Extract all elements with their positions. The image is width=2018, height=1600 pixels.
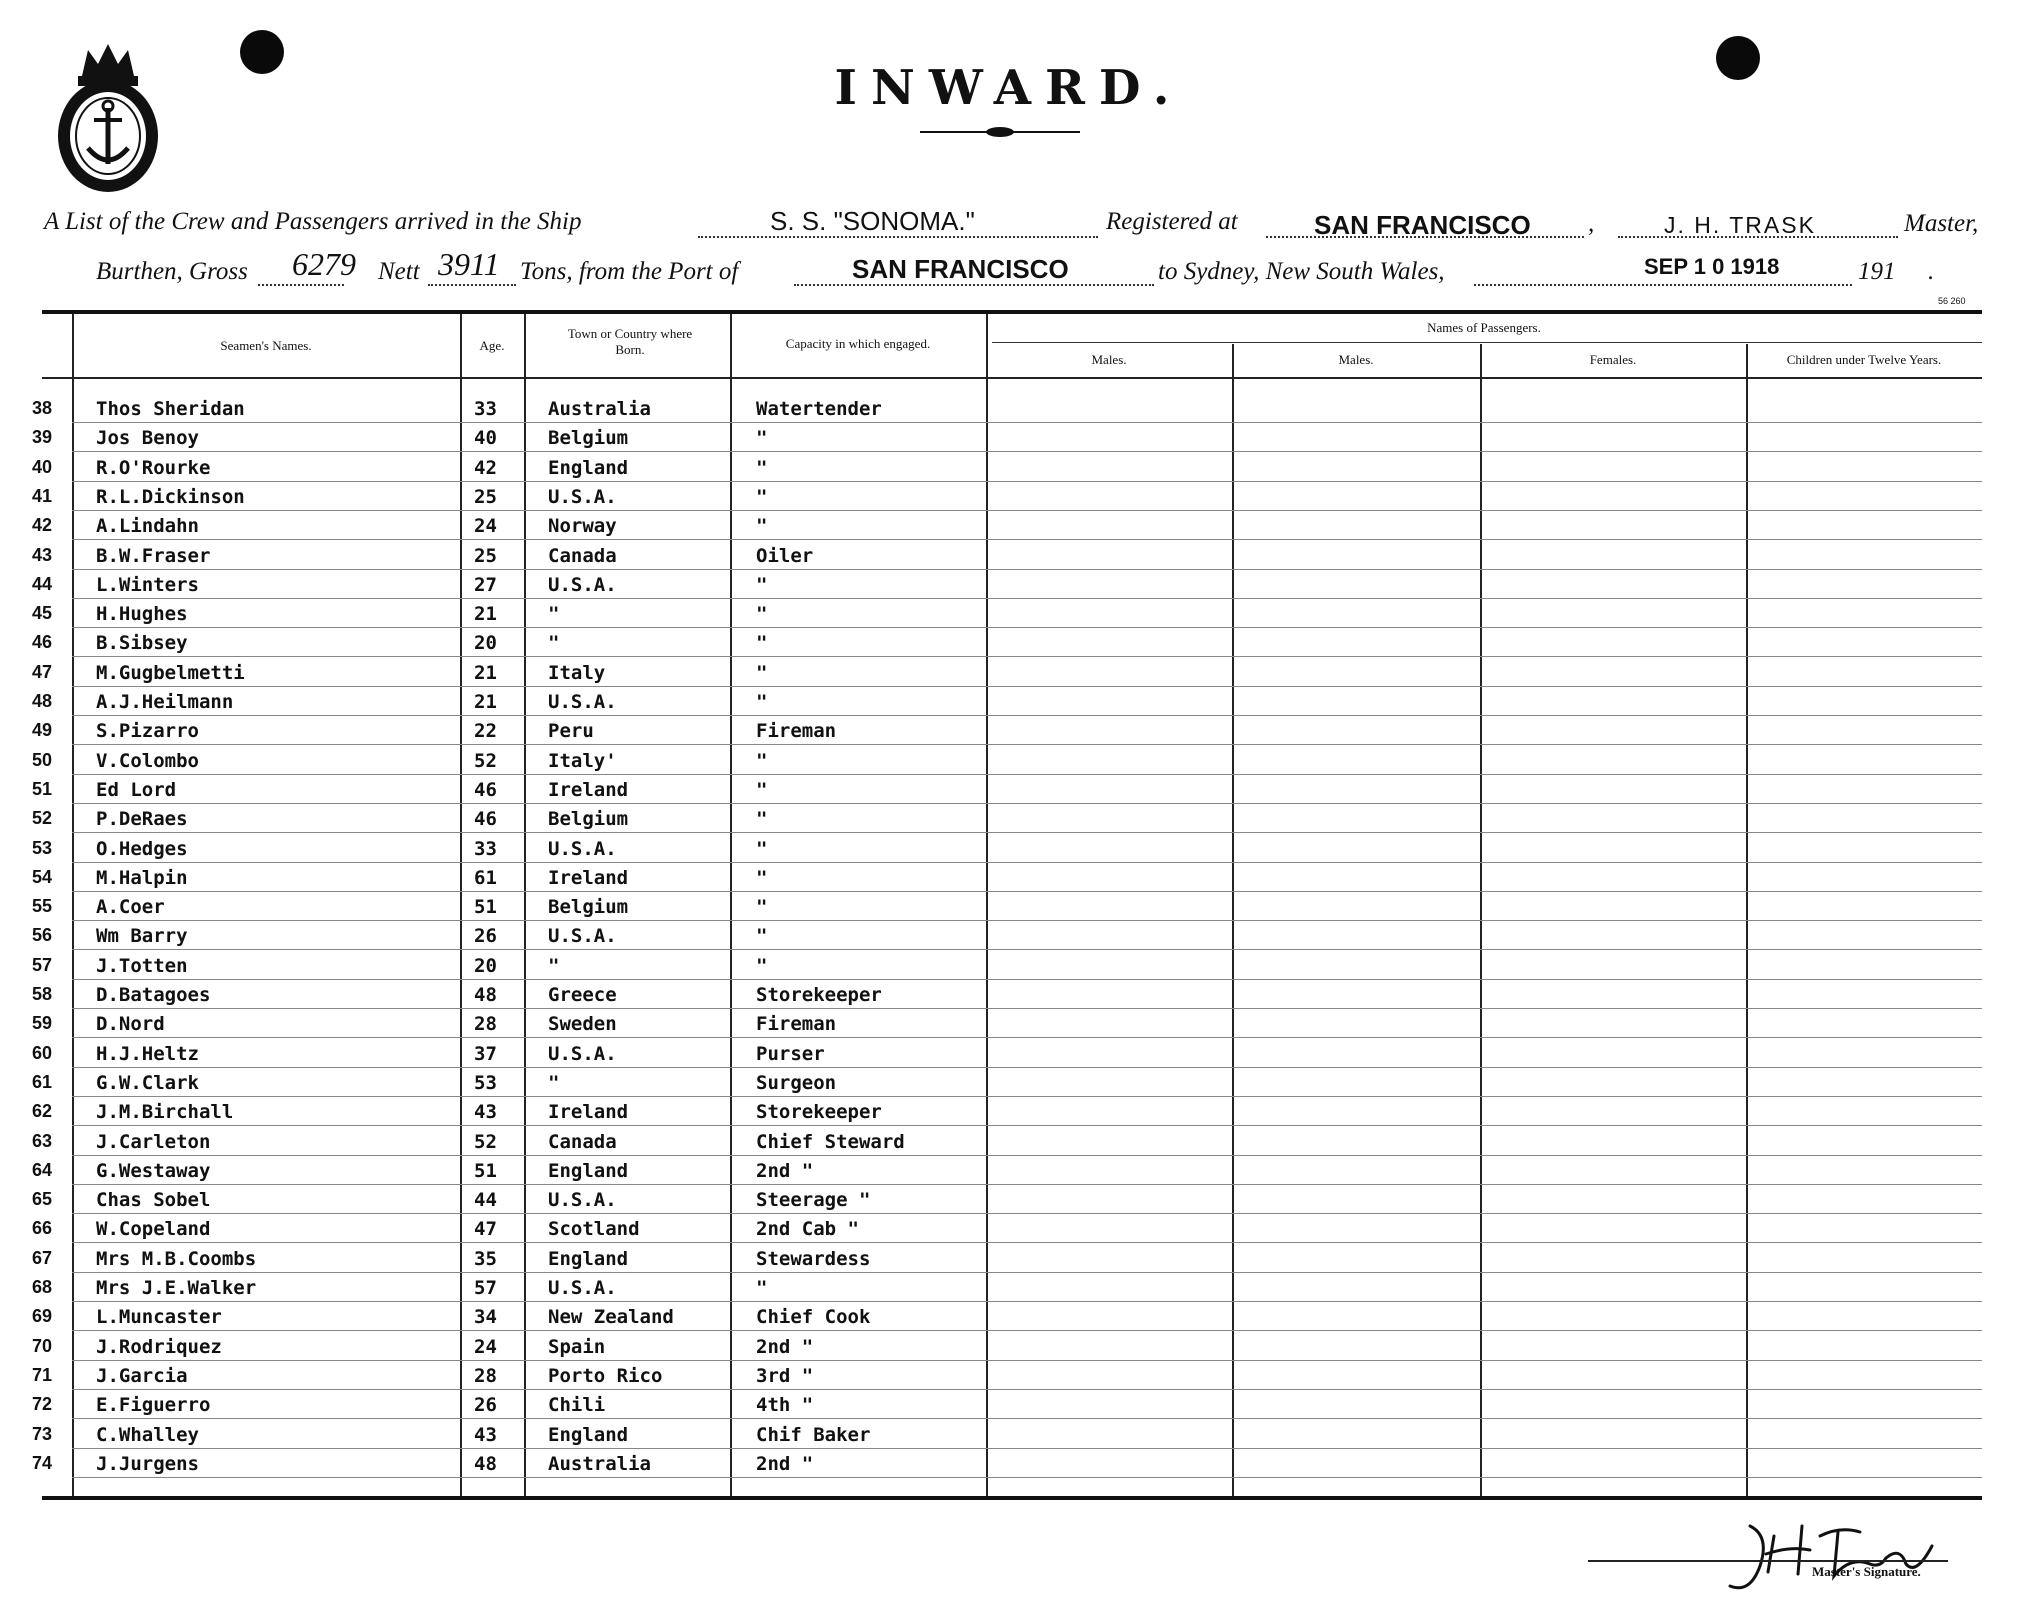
- birthplace: England: [548, 1248, 629, 1270]
- table-row: [0, 1187, 2018, 1216]
- seaman-name: A.Coer: [96, 896, 165, 918]
- table-row: [0, 1129, 2018, 1158]
- capacity: 2nd Cab ": [756, 1218, 859, 1240]
- seaman-name: Mrs M.B.Coombs: [96, 1248, 257, 1270]
- seaman-name: Mrs J.E.Walker: [96, 1277, 257, 1299]
- table-row: [0, 1334, 2018, 1363]
- capacity: Surgeon: [756, 1072, 837, 1094]
- seaman-name: O.Hedges: [96, 838, 188, 860]
- capacity: ": [756, 925, 768, 947]
- capacity: ": [756, 457, 768, 479]
- row-number: 73: [32, 1424, 53, 1444]
- nett-label: Nett: [378, 258, 420, 285]
- seaman-age: 28: [474, 1013, 497, 1035]
- birthplace: England: [548, 1160, 629, 1182]
- birthplace: Canada: [548, 1131, 617, 1153]
- row-number: 71: [32, 1365, 53, 1385]
- seaman-age: 26: [474, 925, 497, 947]
- birthplace: Spain: [548, 1336, 606, 1358]
- birthplace: Italy: [548, 662, 606, 684]
- seaman-age: 42: [474, 457, 497, 479]
- capacity: Chif Baker: [756, 1424, 871, 1446]
- capacity: ": [756, 603, 768, 625]
- table-row: [0, 1158, 2018, 1187]
- seaman-name: Wm Barry: [96, 925, 188, 947]
- seaman-age: 51: [474, 1160, 497, 1182]
- seaman-age: 53: [474, 1072, 497, 1094]
- seaman-age: 46: [474, 808, 497, 830]
- column-header-names: Seamen's Names.: [220, 338, 312, 353]
- seaman-age: 25: [474, 486, 497, 508]
- row-number: 67: [32, 1248, 53, 1268]
- capacity: ": [756, 808, 768, 830]
- signature-caption: Master's Signature.: [1812, 1564, 1921, 1579]
- seaman-age: 24: [474, 515, 497, 537]
- row-number: 44: [32, 574, 53, 594]
- year-period: .: [1928, 258, 1935, 285]
- capacity: ": [756, 955, 768, 977]
- table-row: [0, 865, 2018, 894]
- capacity: ": [756, 750, 768, 772]
- capacity: ": [756, 515, 768, 537]
- seaman-age: 21: [474, 662, 497, 684]
- seaman-name: G.Westaway: [96, 1160, 211, 1182]
- list-intro-label: A List of the Crew and Passengers arrived in the Ship: [44, 208, 582, 235]
- signature-line: [1588, 1560, 1948, 1562]
- seaman-name: J.Jurgens: [96, 1453, 199, 1475]
- seaman-age: 51: [474, 896, 497, 918]
- birthplace: England: [548, 1424, 629, 1446]
- column-header-passengers: Names of Passengers.: [1427, 320, 1541, 335]
- destination-label: to Sydney, New South Wales,: [1158, 258, 1445, 285]
- table-row: [0, 1246, 2018, 1275]
- ship-name: S. S. "SONOMA.": [770, 206, 975, 236]
- form-number: 56 260: [1938, 296, 1966, 306]
- row-number: 49: [32, 720, 53, 740]
- date-line: [1474, 284, 1852, 286]
- capacity: ": [756, 574, 768, 596]
- table-row: [0, 1422, 2018, 1451]
- capacity: ": [756, 427, 768, 449]
- seaman-age: 26: [474, 1394, 497, 1416]
- capacity: ": [756, 632, 768, 654]
- table-row: [0, 572, 2018, 601]
- seaman-name: D.Batagoes: [96, 984, 211, 1006]
- capacity: Storekeeper: [756, 984, 882, 1006]
- seaman-name: S.Pizarro: [96, 720, 199, 742]
- row-number: 38: [32, 398, 53, 418]
- table-row: [0, 630, 2018, 659]
- table-row: [0, 660, 2018, 689]
- row-number: 69: [32, 1306, 53, 1326]
- seaman-age: 21: [474, 603, 497, 625]
- row-number: 62: [32, 1101, 53, 1121]
- seaman-age: 35: [474, 1248, 497, 1270]
- birthplace: ": [548, 632, 560, 654]
- nett-tonnage: 3911: [438, 246, 500, 282]
- table-row: [0, 425, 2018, 454]
- birthplace: Belgium: [548, 896, 629, 918]
- seaman-age: 52: [474, 750, 497, 772]
- row-number: 66: [32, 1218, 53, 1238]
- birthplace: Chili: [548, 1394, 606, 1416]
- birthplace: Belgium: [548, 808, 629, 830]
- seaman-name: R.O'Rourke: [96, 457, 211, 479]
- row-number: 59: [32, 1013, 53, 1033]
- row-number: 48: [32, 691, 53, 711]
- table-row: [0, 601, 2018, 630]
- birthplace: Australia: [548, 1453, 651, 1475]
- master-label: Master,: [1904, 210, 1979, 237]
- seaman-age: 33: [474, 838, 497, 860]
- gross-line: [258, 284, 344, 286]
- birthplace: U.S.A.: [548, 1043, 617, 1065]
- seaman-age: 44: [474, 1189, 497, 1211]
- table-row: [0, 1363, 2018, 1392]
- birthplace: ": [548, 603, 560, 625]
- birthplace: Norway: [548, 515, 617, 537]
- birthplace: U.S.A.: [548, 691, 617, 713]
- table-row: [0, 894, 2018, 923]
- table-row: [0, 689, 2018, 718]
- seaman-name: J.Carleton: [96, 1131, 211, 1153]
- header-rule: [42, 377, 1982, 379]
- seaman-name: A.J.Heilmann: [96, 691, 234, 713]
- row-number: 65: [32, 1189, 53, 1209]
- row-number: 43: [32, 545, 53, 565]
- seaman-name: C.Whalley: [96, 1424, 199, 1446]
- seaman-age: 47: [474, 1218, 497, 1240]
- master-signature-icon: [1710, 1506, 1950, 1596]
- row-number: 63: [32, 1131, 53, 1151]
- seaman-age: 22: [474, 720, 497, 742]
- row-number: 42: [32, 515, 53, 535]
- birthplace: Ireland: [548, 1101, 629, 1123]
- row-number: 51: [32, 779, 53, 799]
- table-row: [0, 806, 2018, 835]
- page-title: INWARD.: [834, 60, 1184, 116]
- column-header-children: Children under Twelve Years.: [1786, 352, 1942, 367]
- birthplace: Belgium: [548, 427, 629, 449]
- seaman-name: Thos Sheridan: [96, 398, 245, 420]
- seaman-name: Ed Lord: [96, 779, 177, 801]
- birthplace: U.S.A.: [548, 1189, 617, 1211]
- seaman-age: 48: [474, 1453, 497, 1475]
- capacity: Storekeeper: [756, 1101, 882, 1123]
- row-number: 60: [32, 1043, 53, 1063]
- table-row: [0, 513, 2018, 542]
- column-header-age: Age.: [479, 338, 505, 353]
- row-number: 54: [32, 867, 53, 887]
- birthplace: Peru: [548, 720, 594, 742]
- row-number: 68: [32, 1277, 53, 1297]
- seaman-age: 61: [474, 867, 497, 889]
- table-row: [0, 455, 2018, 484]
- seaman-name: J.M.Birchall: [96, 1101, 234, 1123]
- seaman-name: J.Totten: [96, 955, 188, 977]
- registered-port: SAN FRANCISCO: [1314, 210, 1531, 240]
- table-row: [0, 953, 2018, 982]
- row-number: 56: [32, 925, 53, 945]
- birthplace: Greece: [548, 984, 617, 1006]
- capacity: ": [756, 691, 768, 713]
- row-number: 61: [32, 1072, 53, 1092]
- capacity: Fireman: [756, 720, 837, 742]
- row-number: 74: [32, 1453, 53, 1473]
- table-row: [0, 777, 2018, 806]
- seaman-name: J.Rodriquez: [96, 1336, 222, 1358]
- table-row: [0, 748, 2018, 777]
- column-header-males-2: Males.: [1338, 352, 1374, 367]
- table-row: [0, 1451, 2018, 1480]
- seaman-age: 21: [474, 691, 497, 713]
- seaman-name: D.Nord: [96, 1013, 165, 1035]
- seaman-age: 27: [474, 574, 497, 596]
- column-header-females: Females.: [1589, 352, 1637, 367]
- seaman-name: R.L.Dickinson: [96, 486, 245, 508]
- capacity: ": [756, 896, 768, 918]
- seaman-age: 48: [474, 984, 497, 1006]
- column-header-town: Town or Country where Born.: [567, 326, 693, 357]
- registered-label: Registered at: [1106, 208, 1238, 235]
- seaman-name: Chas Sobel: [96, 1189, 211, 1211]
- seaman-name: M.Gugbelmetti: [96, 662, 245, 684]
- capacity: Stewardess: [756, 1248, 871, 1270]
- tons-label: Tons, from the Port of: [520, 258, 739, 285]
- seaman-name: W.Copeland: [96, 1218, 211, 1240]
- comma: ,: [1588, 210, 1595, 237]
- capacity: 2nd ": [756, 1453, 814, 1475]
- table-row: [0, 1041, 2018, 1070]
- gross-tonnage: 6279: [292, 246, 356, 282]
- seaman-age: 33: [474, 398, 497, 420]
- seaman-age: 20: [474, 955, 497, 977]
- nett-line: [428, 284, 516, 286]
- seaman-age: 28: [474, 1365, 497, 1387]
- row-number: 53: [32, 838, 53, 858]
- seaman-age: 20: [474, 632, 497, 654]
- birthplace: Porto Rico: [548, 1365, 663, 1387]
- seaman-name: J.Garcia: [96, 1365, 188, 1387]
- birthplace: Canada: [548, 545, 617, 567]
- table-bottom-rule: [42, 1496, 1982, 1500]
- row-number: 46: [32, 632, 53, 652]
- birthplace: U.S.A.: [548, 925, 617, 947]
- capacity: ": [756, 867, 768, 889]
- date-stamp: SEP 1 0 1918: [1644, 254, 1780, 279]
- birthplace: U.S.A.: [548, 486, 617, 508]
- birthplace: Australia: [548, 398, 651, 420]
- seaman-name: L.Winters: [96, 574, 199, 596]
- seaman-name: Jos Benoy: [96, 427, 199, 449]
- capacity: Steerage ": [756, 1189, 871, 1211]
- capacity: Fireman: [756, 1013, 837, 1035]
- seaman-name: M.Halpin: [96, 867, 188, 889]
- row-number: 52: [32, 808, 53, 828]
- capacity: Chief Steward: [756, 1131, 905, 1153]
- capacity: 2nd ": [756, 1160, 814, 1182]
- seaman-name: L.Muncaster: [96, 1306, 222, 1328]
- birthplace: Scotland: [548, 1218, 640, 1240]
- table-row: [0, 718, 2018, 747]
- table-row: [0, 1304, 2018, 1333]
- row-number: 57: [32, 955, 53, 975]
- capacity: Purser: [756, 1043, 825, 1065]
- seaman-name: P.DeRaes: [96, 808, 188, 830]
- seaman-name: H.J.Heltz: [96, 1043, 199, 1065]
- row-number: 55: [32, 896, 53, 916]
- table-row: [0, 396, 2018, 425]
- seaman-age: 24: [474, 1336, 497, 1358]
- birthplace: England: [548, 457, 629, 479]
- table-row: [0, 1216, 2018, 1245]
- master-name: J. H. TRASK: [1664, 212, 1816, 238]
- capacity: Oiler: [756, 545, 814, 567]
- burthen-label: Burthen, Gross: [96, 258, 248, 285]
- table-row: [0, 1275, 2018, 1304]
- seaman-name: H.Hughes: [96, 603, 188, 625]
- seaman-age: 40: [474, 427, 497, 449]
- seaman-name: G.W.Clark: [96, 1072, 199, 1094]
- birthplace: Italy': [548, 750, 617, 772]
- capacity: ": [756, 838, 768, 860]
- seaman-age: 43: [474, 1424, 497, 1446]
- birthplace: U.S.A.: [548, 838, 617, 860]
- seaman-age: 37: [474, 1043, 497, 1065]
- table-row: [0, 543, 2018, 572]
- row-number: 41: [32, 486, 53, 506]
- table-row: [0, 484, 2018, 513]
- capacity: ": [756, 1277, 768, 1299]
- seaman-name: E.Figuerro: [96, 1394, 211, 1416]
- birthplace: ": [548, 1072, 560, 1094]
- birthplace: ": [548, 955, 560, 977]
- row-number: 58: [32, 984, 53, 1004]
- column-header-males-1: Males.: [1091, 352, 1127, 367]
- column-header-capacity: Capacity in which engaged.: [785, 336, 931, 351]
- birthplace: Ireland: [548, 779, 629, 801]
- row-number: 39: [32, 427, 53, 447]
- seaman-age: 46: [474, 779, 497, 801]
- seaman-name: V.Colombo: [96, 750, 199, 772]
- seaman-age: 52: [474, 1131, 497, 1153]
- birthplace: Sweden: [548, 1013, 617, 1035]
- row-number: 50: [32, 750, 53, 770]
- birthplace: U.S.A.: [548, 1277, 617, 1299]
- seaman-age: 57: [474, 1277, 497, 1299]
- row-number: 70: [32, 1336, 53, 1356]
- birthplace: Ireland: [548, 867, 629, 889]
- table-top-rule: [42, 310, 1982, 314]
- table-row: [0, 1011, 2018, 1040]
- capacity: Watertender: [756, 398, 882, 420]
- birthplace: U.S.A.: [548, 574, 617, 596]
- port-from: SAN FRANCISCO: [852, 254, 1069, 284]
- row-number: 40: [32, 457, 53, 477]
- row-number: 45: [32, 603, 53, 623]
- capacity: Chief Cook: [756, 1306, 871, 1328]
- capacity: 2nd ": [756, 1336, 814, 1358]
- table-row: [0, 1392, 2018, 1421]
- seaman-age: 43: [474, 1101, 497, 1123]
- table-row: [0, 836, 2018, 865]
- seaman-age: 34: [474, 1306, 497, 1328]
- seaman-name: B.W.Fraser: [96, 545, 211, 567]
- row-number: 64: [32, 1160, 53, 1180]
- seaman-name: A.Lindahn: [96, 515, 199, 537]
- capacity: ": [756, 662, 768, 684]
- capacity: 4th ": [756, 1394, 814, 1416]
- table-row: [0, 1099, 2018, 1128]
- capacity: 3rd ": [756, 1365, 814, 1387]
- year-label: 191: [1858, 258, 1896, 285]
- seaman-age: 25: [474, 545, 497, 567]
- birthplace: New Zealand: [548, 1306, 674, 1328]
- table-row: [0, 1070, 2018, 1099]
- table-row: [0, 982, 2018, 1011]
- title-flourish: [920, 125, 1080, 139]
- row-number: 47: [32, 662, 53, 682]
- row-number: 72: [32, 1394, 53, 1414]
- seaman-name: B.Sibsey: [96, 632, 188, 654]
- passenger-subrule: [992, 342, 1982, 343]
- capacity: ": [756, 779, 768, 801]
- table-row: [0, 923, 2018, 952]
- capacity: ": [756, 486, 768, 508]
